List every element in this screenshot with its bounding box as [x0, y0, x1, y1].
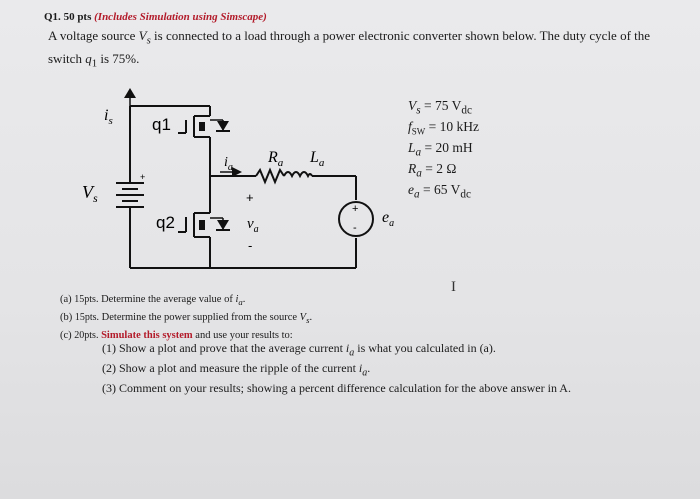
va-minus: -: [248, 238, 253, 253]
is-arrow: [124, 88, 136, 98]
vs-plus: +: [140, 172, 146, 182]
part-c: (c) 20pts. Simulate this system and use your results to:: [60, 330, 293, 342]
param-ea: $e_a = 65$ $V_{dc}$: [408, 182, 471, 201]
question-parts: [60, 292, 312, 343]
va-label: $v_a$: [247, 216, 259, 235]
inductor-la: [284, 172, 312, 176]
part-a: (a) 15pts. Determine the average value of $i_a$.: [60, 294, 246, 308]
circuit-diagram: [60, 80, 400, 272]
ea-plus: +: [352, 203, 359, 215]
param-la: $L_a = 20$ mH: [408, 140, 473, 159]
ia-label: $i_a$: [224, 155, 233, 173]
resistor-ra: [256, 170, 284, 182]
subpart-2: (2) Show a plot and measure the ripple of the current $i_a$.: [102, 360, 371, 379]
question-note: (Includes Simulation using Simscape): [94, 11, 267, 23]
vs-label: $V_s$: [82, 182, 98, 205]
q1-label: q1: [152, 115, 171, 134]
text-cursor-icon: I: [451, 279, 456, 295]
parameter-list: [408, 95, 479, 200]
is-label: $i_s$: [104, 107, 113, 127]
subpart-3: (3) Comment on your results; showing a percent difference calculation for the above answer in A.: [102, 380, 571, 395]
subpart-1: (1) Show a plot and prove that the average current $i_a$ is what you calculated in (a).: [102, 341, 496, 359]
part-b: (b) 15pts. Determine the power supplied from the source $V_s$.: [60, 312, 313, 326]
la-label: $L_a$: [310, 149, 325, 169]
question-points: 50 pts: [63, 11, 92, 23]
ea-label: $e_a$: [382, 209, 395, 229]
question-header: [44, 11, 267, 23]
question-number: Q1.: [44, 11, 61, 23]
q2-label: q2: [156, 213, 175, 232]
va-plus: +: [246, 190, 254, 205]
problem-statement: A voltage source $V_s$ is connected to a load through a power electronic converter shown below. The duty cycle of the switch $q_1$ is 75%.: [48, 28, 651, 70]
subpart-list: [102, 341, 571, 401]
param-vs: $V_s = 75$ $V_{dc}$: [408, 98, 473, 117]
ra-label: $R_a$: [268, 149, 284, 169]
param-ra: $R_a = 2$ Ω: [408, 161, 457, 180]
param-fsw: $f_{SW} = 10$ kHz: [408, 119, 479, 137]
ea-minus: -: [353, 222, 357, 234]
